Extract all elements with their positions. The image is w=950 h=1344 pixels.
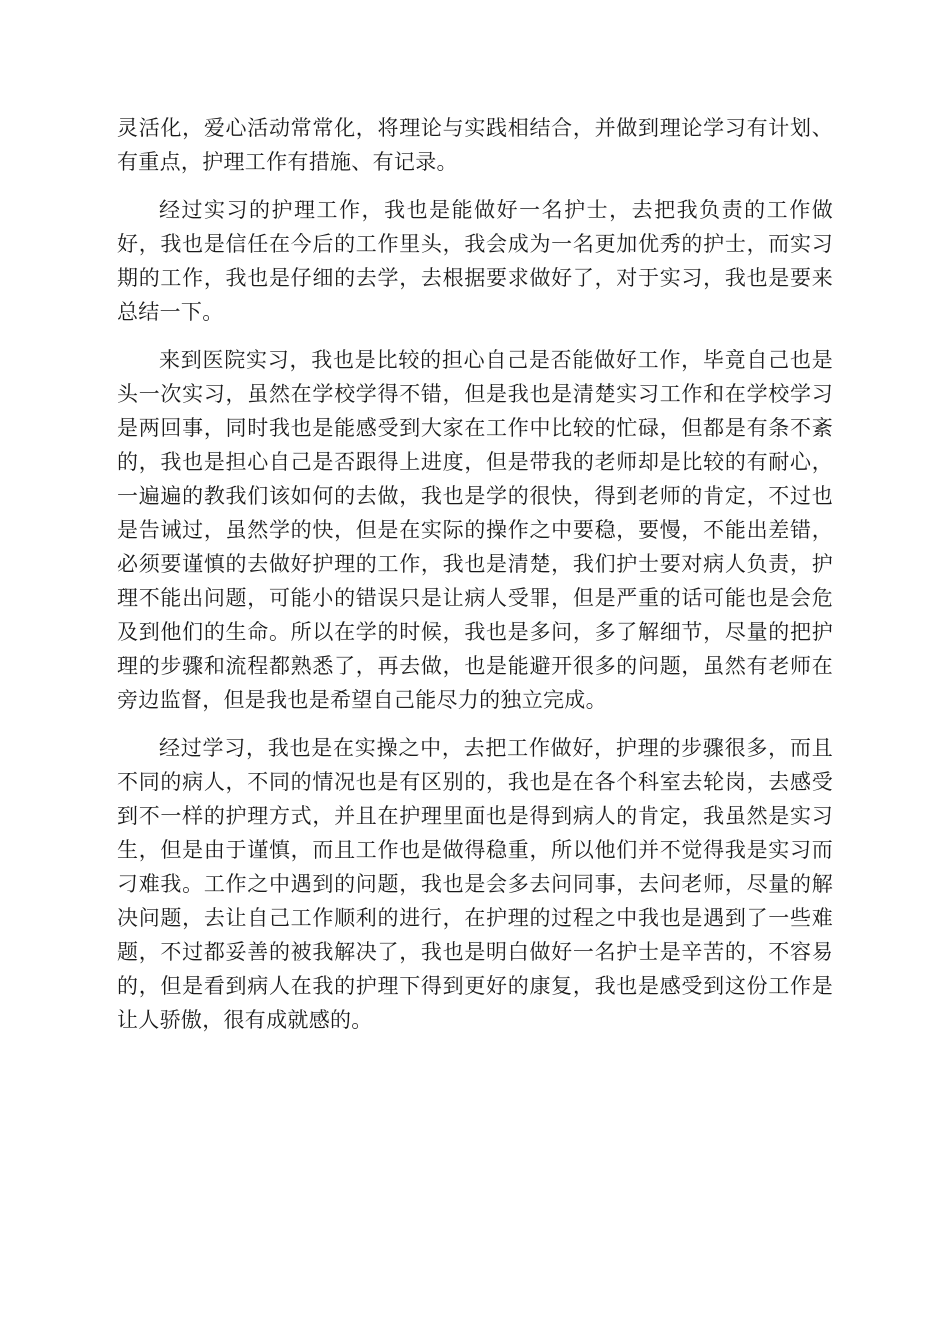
document-page	[117, 111, 833, 1051]
paragraph-4: 经过学习，我也是在实操之中，去把工作做好，护理的步骤很多，而且不同的病人，不同的情况也是有区别的，我也是在各个科室去轮岗，去感受到不一样的护理方式，并且在护理里面也是得到病人的肯定，我虽然是实习生，但是由于谨慎，而且工作也是做得稳重，所以他们并不觉得我是实习而刁难我。工作之中遇到的问题，我也是会多去问同事，去问老师，尽量的解决问题，去让自己工作顺利的进行，在护理的过程之中我也是遇到了一些难题，不过都妥善的被我解决了，我也是明白做好一名护士是辛苦的，不容易的，但是看到病人在我的护理下得到更好的康复，我也是感受到这份工作是让人骄傲，很有成就感的。	[117, 736, 833, 1032]
paragraph-2: 经过实习的护理工作，我也是能做好一名护士，去把我负责的工作做好，我也是信任在今后的工作里头，我会成为一名更加优秀的护士，而实习期的工作，我也是仔细的去学，去根据要求做好了，对于实习，我也是要来总结一下。	[117, 198, 833, 324]
paragraph-1: 灵活化，爱心活动常常化，将理论与实践相结合，并做到理论学习有计划、有重点，护理工作有措施、有记录。	[117, 116, 833, 174]
paragraph-3: 来到医院实习，我也是比较的担心自己是否能做好工作，毕竟自己也是头一次实习，虽然在学校学得不错，但是我也是清楚实习工作和在学校学习是两回事，同时我也是能感受到大家在工作中比较的忙碌，但都是有条不紊的，我也是担心自己是否跟得上进度，但是带我的老师却是比较的有耐心，一遍遍的教我们该如何的去做，我也是学的很快，得到老师的肯定，不过也是告诫过，虽然学的快，但是在实际的操作之中要稳，要慢，不能出差错，必须要谨慎的去做好护理的工作，我也是清楚，我们护士要对病人负责，护理不能出问题，可能小的错误只是让病人受罪，但是严重的话可能也是会危及到他们的生命。所以在学的时候，我也是多问，多了解细节，尽量的把护理的步骤和流程都熟悉了，再去做，也是能避开很多的问题，虽然有老师在旁边监督，但是我也是希望自己能尽力的独立完成。	[117, 348, 833, 712]
